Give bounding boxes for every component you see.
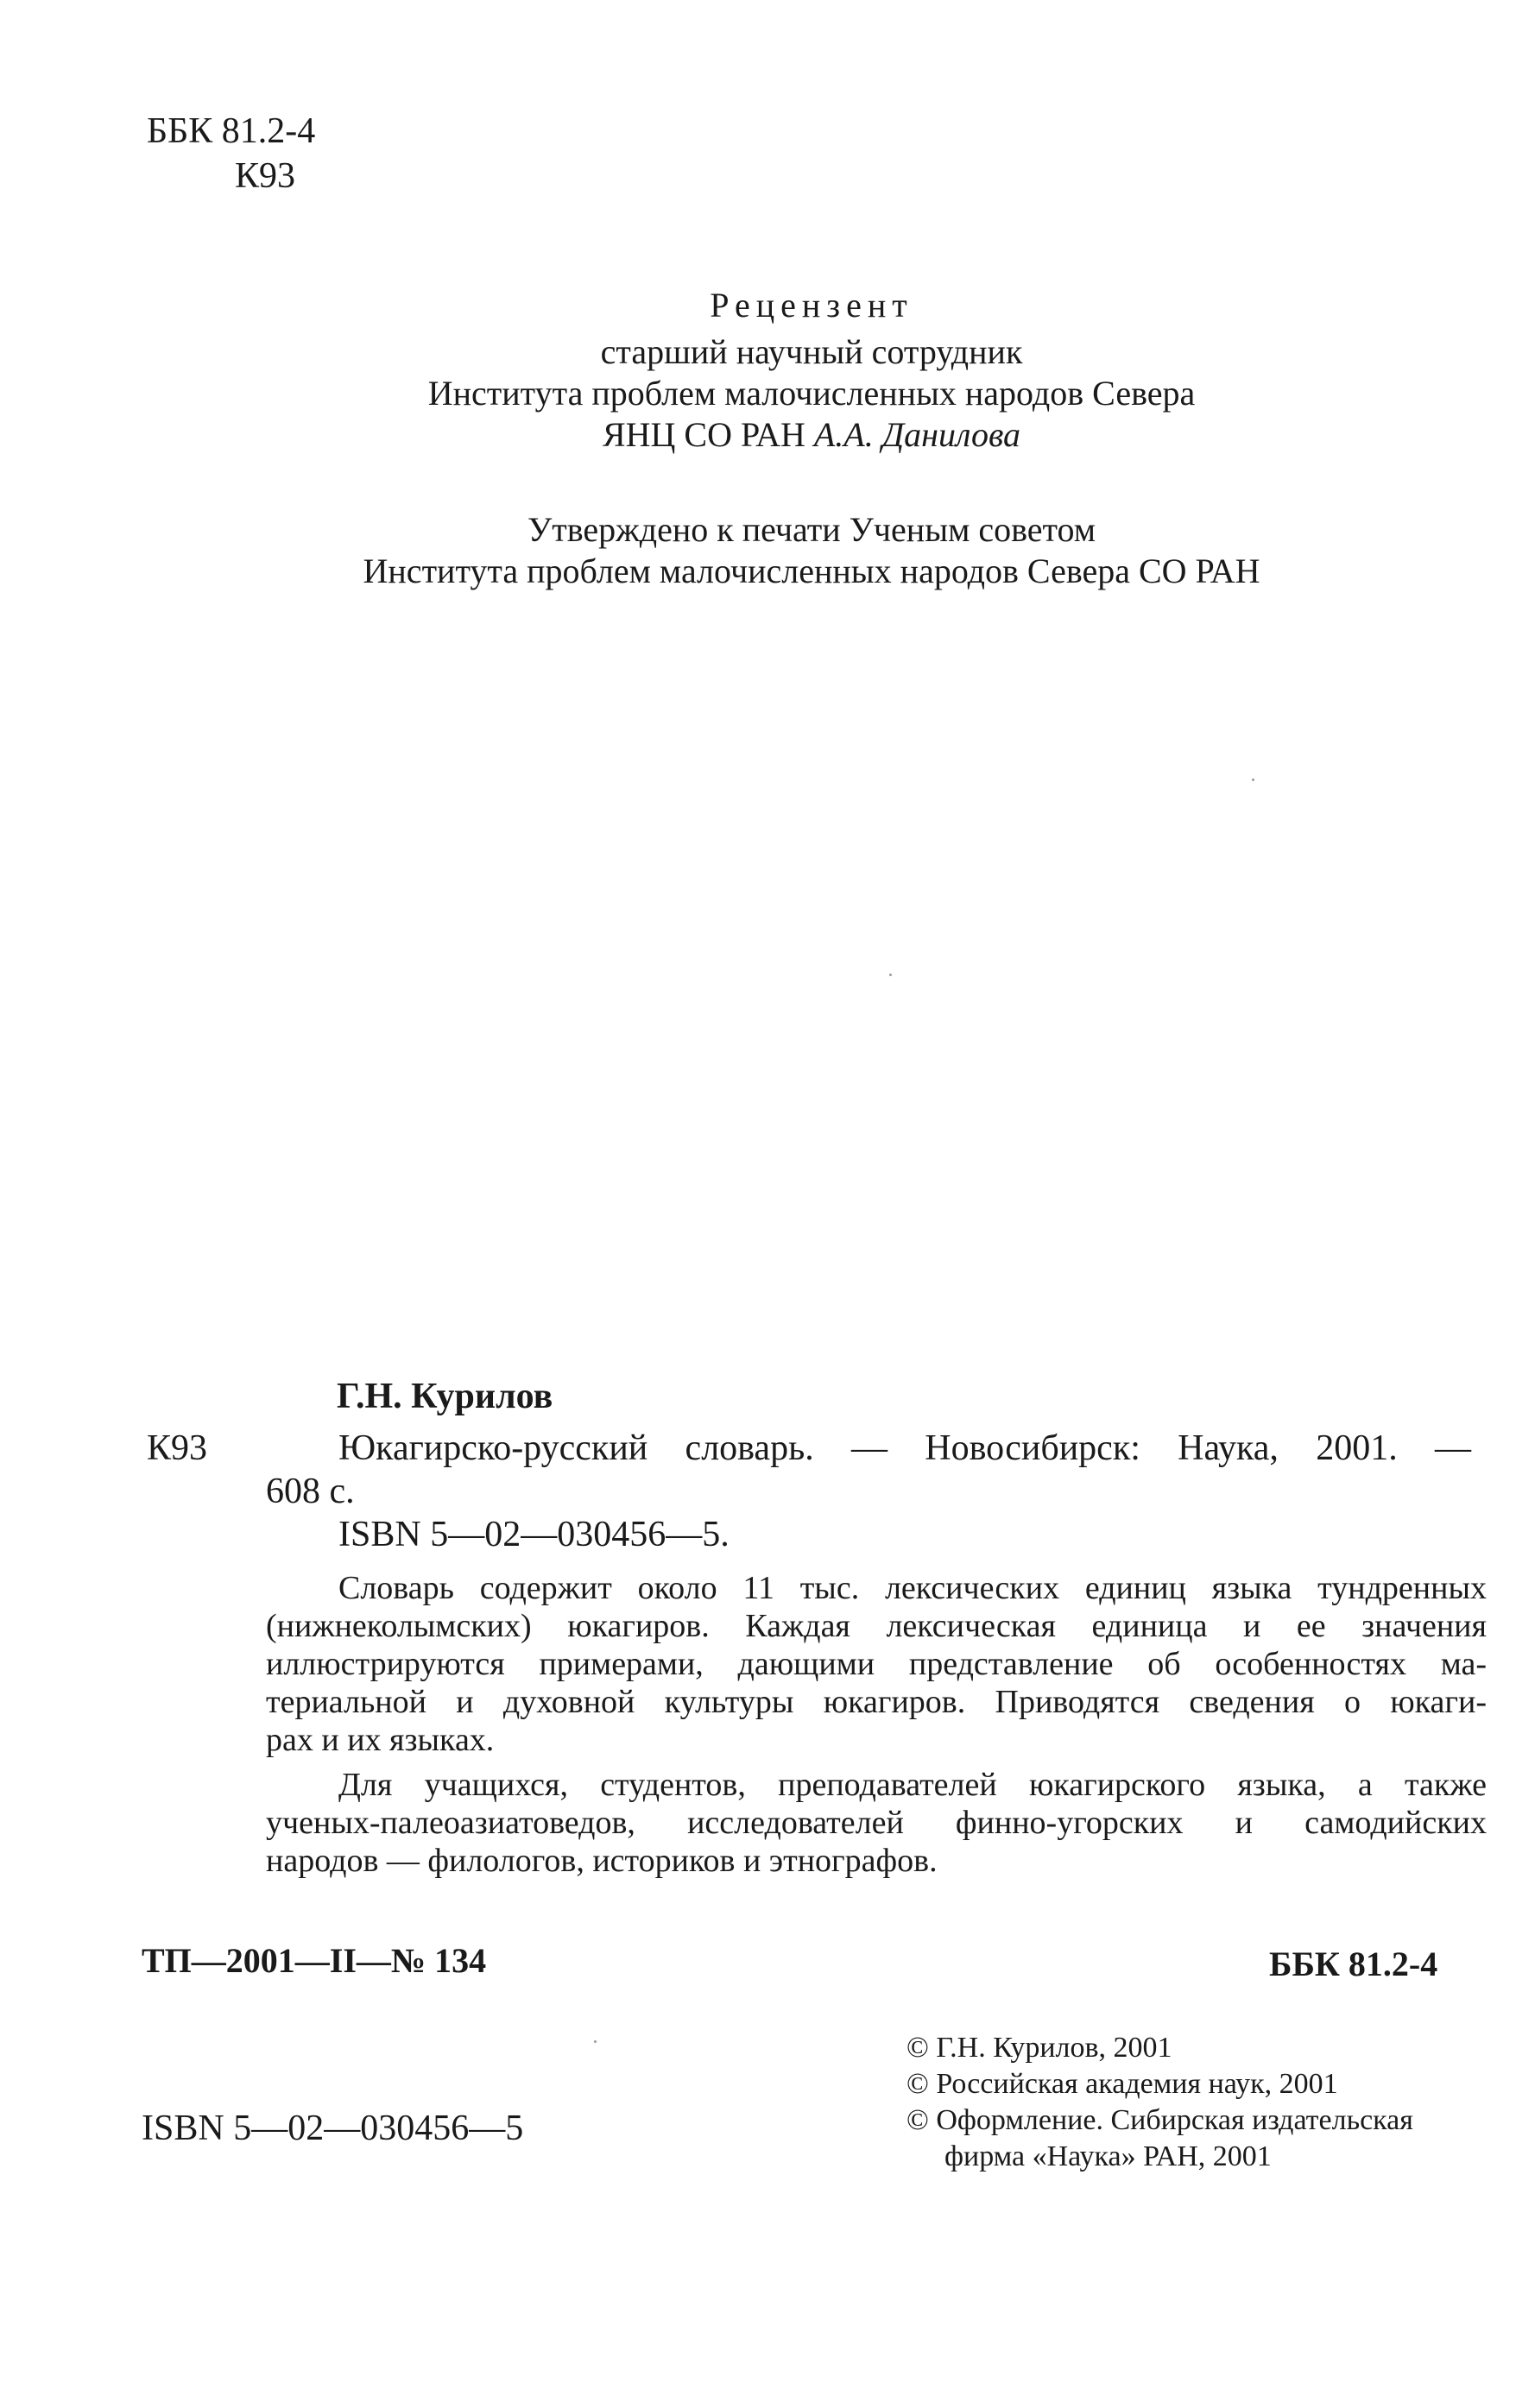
copyright-design-cont: фирма «Наука» РАН, 2001: [944, 2140, 1272, 2172]
approval-line-2: Института проблем малочисленных народов Севера СО РАН: [363, 552, 1260, 590]
audience-line-1: Для учащихся, студентов, преподавателей юкагирского языка, а также: [338, 1767, 1487, 1803]
abstract-line-1: Словарь содержит около 11 тыс. лексических единиц языка тундренных: [338, 1570, 1487, 1606]
copyright-block: [906, 2030, 1413, 2175]
catalog-mark: К93: [147, 1428, 208, 1468]
abstract-line-3: иллюстрируются примерами, дающими представление об особенностях ма-: [266, 1646, 1487, 1682]
catalog-title-line-1: Юкагирско-русский словарь. — Новосибирск: Наука, 2001. —: [338, 1428, 1471, 1468]
audience-line-3: народов — филологов, историков и этнографов.: [266, 1843, 938, 1879]
approval-line-1: Утверждено к печати Ученым советом: [527, 510, 1096, 549]
reviewer-heading: Рецензент: [710, 286, 913, 325]
isbn-bottom: ISBN 5—02—030456—5: [142, 2109, 524, 2148]
copyright-design: © Оформление. Сибирская издательская: [906, 2104, 1413, 2136]
abstract-line-5: рах и их языках.: [266, 1722, 495, 1758]
audience-line-2: ученых-палеоазиатоведов, исследователей финно-угорских и самодийских: [266, 1805, 1487, 1841]
reviewer-institute: Института проблем малочисленных народов Севера: [427, 374, 1196, 413]
reviewer-block: [0, 285, 1535, 456]
catalog-author: Г.Н. Курилов: [337, 1377, 553, 1416]
abstract-line-4: териальной и духовной культуры юкагиров. Приводятся сведения о юкаги-: [266, 1684, 1487, 1720]
reviewer-name: А.А. Данилова: [813, 415, 1021, 454]
scan-speck: [1252, 779, 1254, 781]
tp-number: ТП—2001—II—№ 134: [142, 1941, 487, 1980]
reviewer-org-line: [0, 414, 1535, 456]
bbk-code-bottom: ББК 81.2-4: [1269, 1945, 1438, 1983]
approval-block: [0, 509, 1535, 592]
abstract-line-2: (нижнеколымских) юкагиров. Каждая лексическая единица и ее значения: [266, 1608, 1487, 1644]
scan-speck: [889, 974, 892, 976]
catalog-isbn: ISBN 5—02—030456—5.: [338, 1515, 730, 1554]
copyright-author: © Г.Н. Курилов, 2001: [906, 2032, 1172, 2064]
reviewer-org: ЯНЦ СО РАН: [602, 415, 805, 454]
scan-speck: [594, 2040, 597, 2043]
catalog-title-line-2: 608 с.: [266, 1472, 355, 1511]
author-mark-top: К93: [235, 156, 296, 196]
reviewer-position: старший научный сотрудник: [600, 332, 1023, 371]
copyright-academy: © Российская академия наук, 2001: [906, 2068, 1338, 2100]
bbk-code-top: ББК 81.2-4: [147, 111, 316, 151]
